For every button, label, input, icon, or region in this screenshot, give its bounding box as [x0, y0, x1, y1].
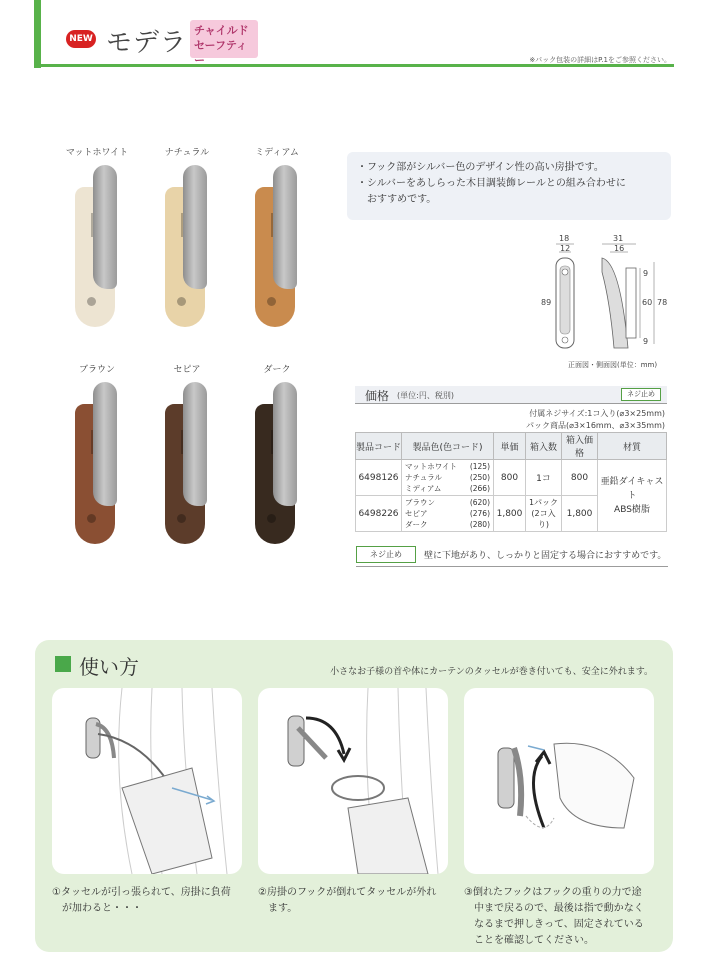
col-header: 単価: [494, 433, 526, 460]
hook-metal: [183, 382, 207, 506]
box-price: 1,800: [562, 496, 598, 532]
divider: [356, 566, 668, 567]
col-header: 材質: [598, 433, 667, 460]
material: [598, 460, 667, 532]
col-header: 製品コード: [356, 433, 402, 460]
swatch-medium: [232, 145, 322, 330]
child-safety-tag: [190, 20, 258, 67]
step-line: ③倒れたフックはフックの重りの力で途: [464, 887, 642, 898]
step-line: ①タッセルが引っ張られて、房掛に負荷: [52, 887, 231, 898]
dim-label: 78: [657, 298, 668, 307]
step-line: 中まで戻るので、最後は指で動かなく: [464, 903, 644, 914]
pack-screw-note: パック商品(⌀3×16mm、⌀3×35mm): [526, 421, 665, 430]
feature-line: おすすめです。: [357, 194, 437, 205]
dim-label: 9: [643, 269, 649, 278]
screw-icon: [177, 297, 186, 306]
color-name: ブラウン: [405, 498, 435, 507]
new-badge: NEW: [66, 30, 96, 48]
hook-image: [247, 382, 307, 547]
hook-metal: [273, 382, 297, 506]
box-qty-line: (2コ入り): [531, 509, 556, 529]
color-code: (266): [469, 484, 490, 493]
dim-label: 18: [559, 234, 570, 243]
usage-description: 小さなお子様の首や体にカーテンのタッセルが巻き付いても、安全に外れます。: [330, 667, 653, 677]
curtain-tieback-illustration: [52, 688, 242, 874]
unit-price: 800: [494, 460, 526, 496]
tag-line-2: セーフティー: [194, 39, 248, 67]
table-row: [356, 460, 667, 496]
hook-tilt-illustration: [258, 688, 448, 874]
hook-metal: [183, 165, 207, 289]
step-line: なるまで押しきって、固定されている: [464, 919, 644, 930]
swatch-matte-white: [52, 145, 142, 330]
step-line: ②房掛のフックが倒れてタッセルが外れ: [258, 887, 437, 898]
feature-box: [347, 152, 671, 220]
dimension-drawing: [540, 232, 700, 372]
box-qty: 1コ: [526, 460, 562, 496]
screw-icon: [87, 297, 96, 306]
diagram-caption: 正面図・側面図(単位：mm): [568, 361, 658, 369]
price-title: 価格: [365, 389, 390, 403]
hook-image: [157, 165, 217, 330]
tag-line-1: チャイルド: [194, 24, 249, 37]
screw-mount-text: 壁に下地があり、しっかりと固定する場合におすすめです。: [424, 551, 667, 561]
color-list: [402, 460, 494, 496]
dim-label: 89: [541, 298, 552, 307]
pack-note: ※パック包装の詳細はP.1をご参照ください。: [529, 56, 671, 64]
price-unit: (単位:円、税別): [397, 391, 454, 400]
color-name: ミディアム: [405, 484, 442, 493]
hook-metal: [93, 382, 117, 506]
color-list: [402, 496, 494, 532]
price-table: [355, 432, 667, 532]
color-code: (250): [469, 473, 490, 482]
color-code: (280): [469, 520, 490, 529]
dim-label: 16: [614, 244, 625, 253]
screw-icon: [267, 514, 276, 523]
step-1-text: [52, 885, 244, 917]
color-name: セピア: [405, 509, 428, 518]
usage-title: 使い方: [79, 655, 139, 679]
dim-label: 9: [643, 337, 649, 346]
screw-icon: [267, 297, 276, 306]
price-header: [355, 386, 667, 404]
page-title: モデラ: [106, 28, 188, 58]
box-price: 800: [562, 460, 598, 496]
dim-label: 31: [613, 234, 624, 243]
hook-image: [247, 165, 307, 330]
product-code: 6498226: [356, 496, 402, 532]
swatch-label: セピア: [173, 365, 201, 375]
col-header: 箱入数: [526, 433, 562, 460]
color-name: ナチュラル: [405, 473, 443, 482]
hook-metal: [93, 165, 117, 289]
product-code: 6498126: [356, 460, 402, 496]
color-code: (125): [469, 462, 490, 471]
step-1-illustration: [52, 688, 242, 874]
col-header: 箱入価格: [562, 433, 598, 460]
table-header-row: [356, 433, 667, 460]
step-line: ことを確認してください。: [464, 935, 594, 946]
color-name: ダーク: [405, 520, 428, 529]
swatch-natural: [142, 145, 232, 330]
box-qty: [526, 496, 562, 532]
dim-label: 60: [642, 298, 653, 307]
screw-icon: [87, 514, 96, 523]
unit-price: 1,800: [494, 496, 526, 532]
material-line: ABS樹脂: [614, 504, 650, 515]
swatch-label: ダーク: [263, 365, 291, 375]
dim-label: 12: [560, 244, 571, 253]
step-2-illustration: [258, 688, 448, 874]
swatch-label: ナチュラル: [164, 148, 210, 158]
step-3-text: [464, 885, 656, 949]
color-code: (276): [469, 509, 490, 518]
material-line: 亜鉛ダイキャスト: [600, 476, 664, 501]
swatch-brown: [52, 362, 142, 547]
header-accent-bar: [34, 0, 41, 68]
screw-mount-badge: ネジ止め: [621, 388, 661, 401]
usage-section: [35, 640, 673, 952]
feature-line: ・フック部がシルバー色のデザイン性の高い房掛です。: [357, 162, 604, 173]
swatch-label: マットホワイト: [65, 148, 129, 158]
step-line: ます。: [258, 903, 298, 914]
screw-size-note: 付属ネジサイズ:1コ入り(⌀3×25mm): [529, 409, 665, 418]
screw-icon: [177, 514, 186, 523]
feature-line: ・シルバーをあしらった木目調装飾レールとの組み合わせに: [357, 178, 626, 189]
swatch-label: ミディアム: [255, 148, 299, 158]
swatch-dark: [232, 362, 322, 547]
hook-reset-illustration: [464, 688, 654, 874]
box-qty-line: 1パック: [528, 498, 559, 507]
dimension-diagram: [540, 232, 700, 372]
hook-image: [157, 382, 217, 547]
hook-metal: [273, 165, 297, 289]
color-name: マットホワイト: [405, 462, 457, 471]
step-2-text: [258, 885, 450, 917]
col-header: 製品色(色コード): [402, 433, 494, 460]
section-marker-icon: [55, 656, 71, 672]
step-line: が加わると・・・: [52, 903, 142, 914]
screw-mount-label: ネジ止め: [356, 546, 416, 563]
swatch-sepia: [142, 362, 232, 547]
swatch-label: ブラウン: [78, 365, 115, 375]
hook-image: [67, 165, 127, 330]
step-3-illustration: [464, 688, 654, 874]
color-code: (620): [469, 498, 490, 507]
hook-image: [67, 382, 127, 547]
